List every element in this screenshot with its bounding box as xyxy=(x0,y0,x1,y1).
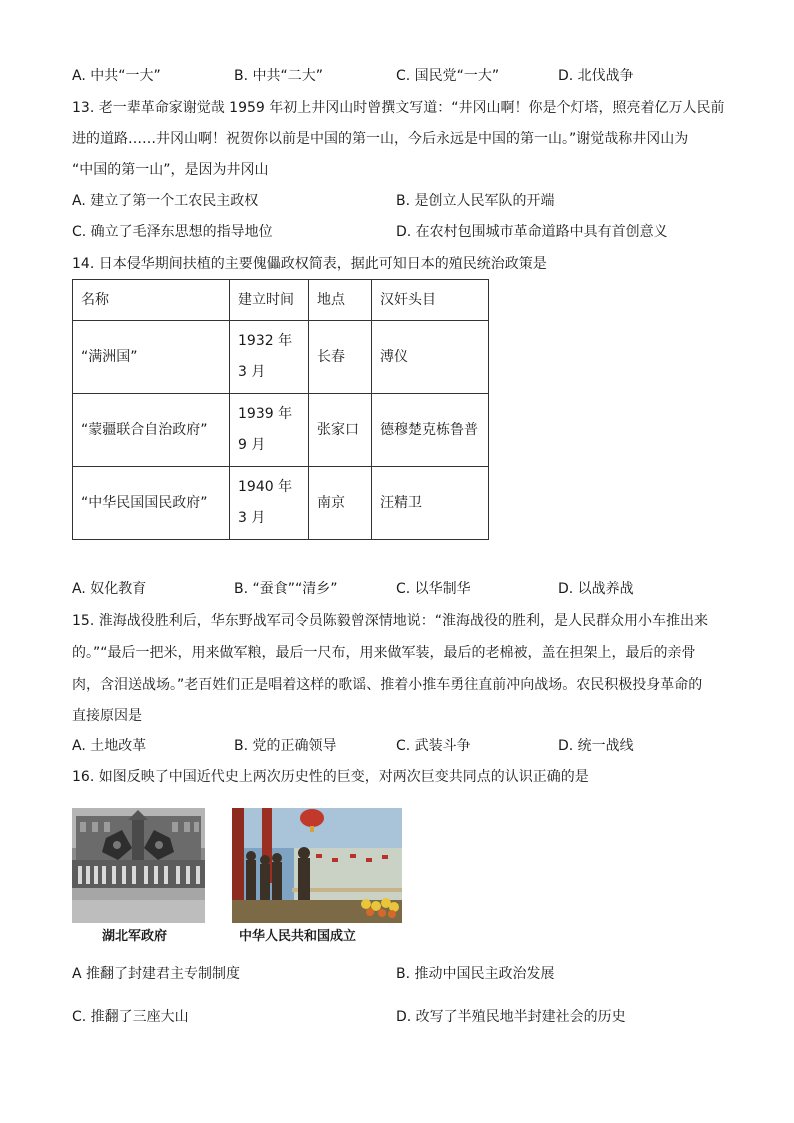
hubei-military-government-photo xyxy=(72,808,205,923)
option-d: D. 统一战线 xyxy=(558,738,634,754)
q15-stem-line-2: 的。”“最后一把米，用来做军粮，最后一尺布，用来做军装，最后的老棉被，盖在担架上，最后的亲骨 xyxy=(72,645,696,661)
q16-options-row-2 xyxy=(0,1007,794,1027)
q14-stem: 14. 日本侵华期间扶植的主要傀儡政权简表，据此可知日本的殖民统治政策是 xyxy=(72,256,547,272)
option-c: C. 以华制华 xyxy=(396,581,471,597)
cell-leader: 汪精卫 xyxy=(372,467,489,540)
photo-caption-hubei: 湖北军政府 xyxy=(102,929,168,944)
photo-caption-prc: 中华人民共和国成立 xyxy=(239,929,357,944)
q12-options xyxy=(0,66,794,86)
header-name: 名称 xyxy=(73,280,230,321)
option-b: B. 是创立人民军队的开端 xyxy=(396,193,555,209)
q13-stem-line-3: “中国的第一山”，是因为井冈山 xyxy=(72,162,269,178)
cell-name: “蒙疆联合自治政府” xyxy=(73,394,230,467)
cell-place: 长春 xyxy=(309,321,372,394)
cell-leader: 溥仪 xyxy=(372,321,489,394)
q13-stem-line-2: 进的道路……井冈山啊！祝贺你以前是中国的第一山，今后永远是中国的第一山。”谢觉哉称井冈山为 xyxy=(72,131,689,147)
founding-ceremony-photo xyxy=(232,808,402,923)
table-row xyxy=(73,394,489,467)
option-a: A. 建立了第一个工农民主政权 xyxy=(72,193,259,209)
option-b: B. “蚕食”“清乡” xyxy=(234,581,338,597)
q15-stem-line-1: 15. 淮海战役胜利后，华东野战军司令员陈毅曾深情地说：“淮海战役的胜利，是人民群众用小车推出来 xyxy=(72,613,708,629)
q15-stem-line-4: 直接原因是 xyxy=(72,708,142,724)
q13-options-row-2 xyxy=(0,222,794,242)
option-d: D. 在农村包围城市革命道路中具有首创意义 xyxy=(396,224,668,240)
option-d: D. 北伐战争 xyxy=(558,68,634,84)
option-c: C. 武装斗争 xyxy=(396,738,471,754)
header-place: 地点 xyxy=(309,280,372,321)
option-c: C. 确立了毛泽东思想的指导地位 xyxy=(72,224,273,240)
q16-stem: 16. 如图反映了中国近代史上两次历史性的巨变，对两次巨变共同点的认识正确的是 xyxy=(72,769,589,785)
option-b: B. 党的正确领导 xyxy=(234,738,337,754)
table-row xyxy=(73,321,489,394)
option-d: D. 改写了半殖民地半封建社会的历史 xyxy=(396,1009,626,1025)
option-c: C. 推翻了三座大山 xyxy=(72,1009,189,1025)
table-header-row xyxy=(73,280,489,321)
q15-options xyxy=(0,736,794,756)
cell-date: 1939 年 9 月 xyxy=(230,394,309,467)
option-a: A. 土地改革 xyxy=(72,738,147,754)
table-row xyxy=(73,467,489,540)
option-c: C. 国民党“一大” xyxy=(396,68,500,84)
option-b: B. 中共“二大” xyxy=(234,68,324,84)
q13-options-row-1 xyxy=(0,191,794,211)
cell-date: 1932 年 3 月 xyxy=(230,321,309,394)
q16-options-row-1 xyxy=(0,964,794,984)
cell-name: “满洲国” xyxy=(73,321,230,394)
cell-name: “中华民国国民政府” xyxy=(73,467,230,540)
option-d: D. 以战养战 xyxy=(558,581,634,597)
header-date: 建立时间 xyxy=(230,280,309,321)
option-b: B. 推动中国民主政治发展 xyxy=(396,966,555,982)
cell-date: 1940 年 3 月 xyxy=(230,467,309,540)
cell-leader: 德穆楚克栋鲁普 xyxy=(372,394,489,467)
q14-options xyxy=(0,579,794,599)
header-leader: 汉奸头目 xyxy=(372,280,489,321)
q15-stem-line-3: 肉，含泪送战场。”老百姓们正是唱着这样的歌谣、推着小推车勇往直前冲向战场。农民积极投身革命的 xyxy=(72,677,703,693)
puppet-regime-table xyxy=(72,279,489,540)
q13-stem-line-1: 13. 老一辈革命家谢觉哉 1959 年初上井冈山时曾撰文写道：“井冈山啊！你是个灯塔，照亮着亿万人民前 xyxy=(72,100,725,116)
cell-place: 南京 xyxy=(309,467,372,540)
option-a: A. 中共“一大” xyxy=(72,68,161,84)
option-a: A 推翻了封建君主专制制度 xyxy=(72,966,241,982)
cell-place: 张家口 xyxy=(309,394,372,467)
option-a: A. 奴化教育 xyxy=(72,581,147,597)
